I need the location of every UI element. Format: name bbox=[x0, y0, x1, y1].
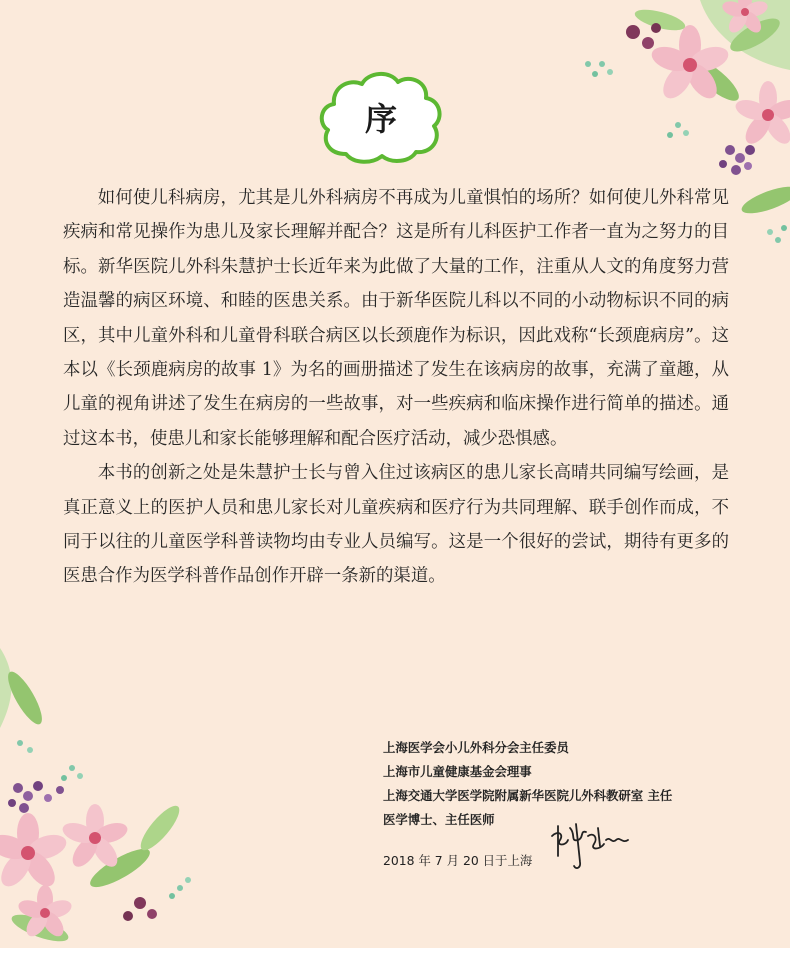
handwritten-signature bbox=[548, 816, 630, 876]
page-title: 序 bbox=[364, 100, 397, 138]
bottom-margin bbox=[0, 948, 790, 961]
flower-decoration-bottom-left bbox=[0, 648, 215, 948]
paragraph-1: 如何使儿科病房，尤其是儿外科病房不再成为儿童惧怕的场所？如何使儿外科常见疾病和常见操作为患儿及家长理解并配合？这是所有儿科医护工作者一直为之努力的目标。新华医院儿外科朱慧护士长近年来为此做了大量的工作，注重从人文的角度努力营造温馨的病区环境、和睦的医患关系。由于新华医院儿科以不同的小动物标识不同的病区，其中儿童外科和儿童骨科联合病区以长颈鹿作为标识，因此戏称“长颈鹿病房”。这本以《长颈鹿病房的故事 1》为名的画册描述了发生在该病房的故事，充满了童趣，从儿童的视角讲述了发生在病房的一些故事，对一些疾病和临床操作进行简单的描述。通过这本书，使患儿和家长能够理解和配合医疗活动，减少恐惧感。 bbox=[63, 188, 729, 449]
preface-body bbox=[63, 181, 729, 594]
credential-line: 医学博士、主任医师 bbox=[383, 812, 495, 827]
credential-line: 上海交通大学医学院附属新华医院儿外科教研室 主任 bbox=[383, 788, 673, 803]
paragraph-2: 本书的创新之处是朱慧护士长与曾入住过该病区的患儿家长高晴共同编写绘画，是真正意义上的医护人员和患儿家长对儿童疾病和医疗行为共同理解、联手创作而成，不同于以往的儿童医学科普读物均由专业人员编写。这是一个很好的尝试，期待有更多的医患合作为医学科普作品创作开辟一条新的渠道。 bbox=[63, 463, 729, 587]
credential-line: 上海市儿童健康基金会理事 bbox=[383, 764, 532, 779]
signature-date: 2018 年 7 月 20 日于上海 bbox=[383, 853, 533, 868]
credential-line: 上海医学会小儿外科分会主任委员 bbox=[383, 740, 569, 755]
title-cloud bbox=[316, 66, 446, 168]
